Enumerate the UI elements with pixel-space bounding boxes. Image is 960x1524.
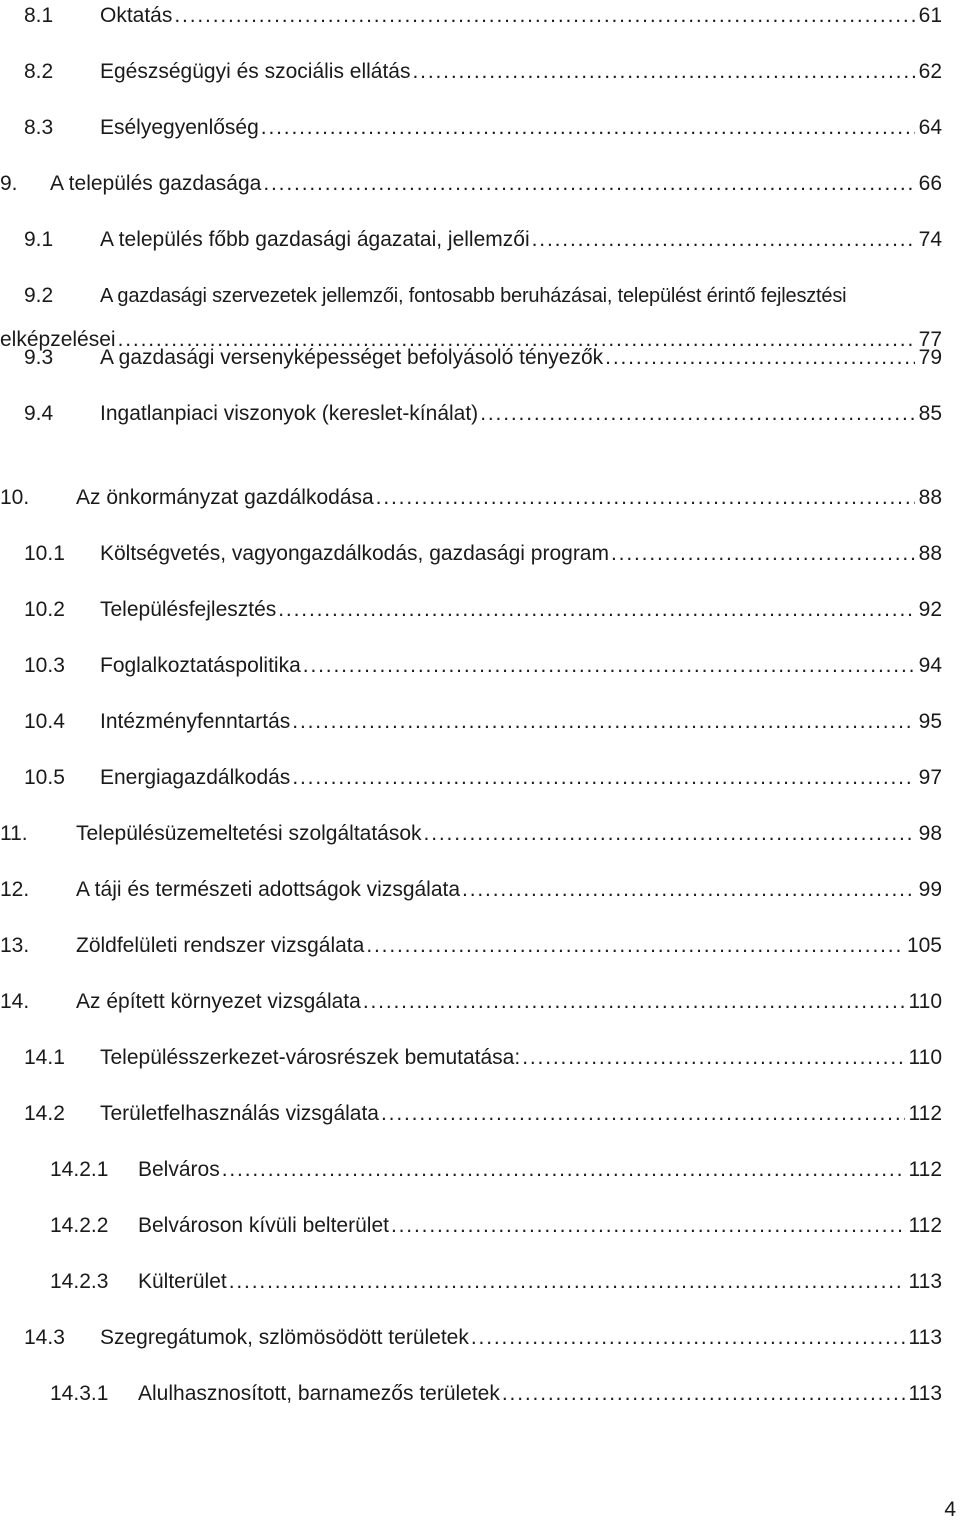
toc-leader-dots xyxy=(292,766,914,790)
toc-number: 10.1 xyxy=(24,542,65,565)
toc-leader-dots xyxy=(462,878,915,902)
toc-page-number: 98 xyxy=(918,822,942,845)
toc-title: A település főbb gazdasági ágazatai, jellemzői xyxy=(100,228,530,251)
page-number: 4 xyxy=(944,1498,956,1521)
toc-title: Szegregátumok, szlömösödött területek xyxy=(100,1326,469,1349)
toc-number: 14.2.1 xyxy=(50,1158,109,1181)
toc-title: Intézményfenntartás xyxy=(100,710,291,733)
toc-page-number: 66 xyxy=(918,172,942,195)
toc-page-number: 95 xyxy=(918,710,942,733)
toc-title: Belvároson kívüli belterület xyxy=(138,1214,389,1237)
toc-page-number: 94 xyxy=(918,654,942,677)
toc-page-number: 113 xyxy=(908,1270,942,1293)
toc-title: Foglalkoztatáspolitika xyxy=(100,654,301,677)
toc-title: A gazdasági szervezetek jellemzői, fontosabb beruházásai, települést érintő fejlesztési xyxy=(100,285,847,307)
toc-leader-dots xyxy=(261,116,915,140)
toc-number: 14.3.1 xyxy=(50,1382,109,1405)
toc-number: 10.5 xyxy=(24,766,65,789)
toc-leader-dots xyxy=(366,934,903,958)
toc-number: 10.3 xyxy=(24,654,65,677)
toc-number: 14. xyxy=(0,990,30,1013)
toc-number: 11. xyxy=(0,822,28,845)
toc-number: 9.4 xyxy=(24,402,54,425)
toc-leader-dots xyxy=(480,402,914,426)
toc-number: 8.3 xyxy=(24,116,54,139)
toc-leader-dots xyxy=(611,542,915,566)
toc-page-number: 62 xyxy=(918,60,942,83)
toc-page-number: 112 xyxy=(908,1158,942,1181)
toc-leader-dots xyxy=(381,1102,905,1126)
toc-number: 14.1 xyxy=(24,1046,65,1069)
toc-leader-dots xyxy=(391,1214,905,1238)
toc-number: 10. xyxy=(0,486,30,509)
toc-leader-dots xyxy=(605,346,914,370)
toc-page-number: 79 xyxy=(918,346,942,369)
toc-page-number: 74 xyxy=(918,228,942,251)
toc-page-number: 92 xyxy=(918,598,942,621)
toc-leader-dots xyxy=(502,1382,905,1406)
toc-title: Oktatás xyxy=(100,4,173,27)
toc-number: 14.3 xyxy=(24,1326,65,1349)
toc-title: Egészségügyi és szociális ellátás xyxy=(100,60,411,83)
toc-page-number: 99 xyxy=(918,878,942,901)
toc-page-number: 77 xyxy=(918,328,942,351)
toc-title: Zöldfelületi rendszer vizsgálata xyxy=(76,934,365,957)
toc-page-number: 113 xyxy=(908,1382,942,1405)
toc-title: Belváros xyxy=(138,1158,220,1181)
toc-leader-dots xyxy=(522,1046,904,1070)
toc-leader-dots xyxy=(413,60,915,84)
toc-page-number: 88 xyxy=(918,542,942,565)
toc-title: Településfejlesztés xyxy=(100,598,277,621)
toc-page-number: 112 xyxy=(908,1214,942,1237)
toc-page-number: 112 xyxy=(908,1102,942,1125)
toc-page-number: 61 xyxy=(918,4,942,27)
toc-title: Esélyegyenlőség xyxy=(100,116,259,139)
toc-title: Területfelhasználás vizsgálata xyxy=(100,1102,379,1125)
toc-leader-dots xyxy=(278,598,914,622)
toc-title: Költségvetés, vagyongazdálkodás, gazdasági program xyxy=(100,542,609,565)
toc-page-number: 110 xyxy=(908,1046,942,1069)
toc-number: 8.1 xyxy=(24,4,54,27)
toc-number: 14.2.2 xyxy=(50,1214,109,1237)
toc-leader-dots xyxy=(174,4,914,28)
toc-leader-dots xyxy=(471,1326,905,1350)
toc-title: A táji és természeti adottságok vizsgálata xyxy=(76,878,461,901)
toc-page-number: 85 xyxy=(918,402,942,425)
toc-title: Alulhasznosított, barnamezős területek xyxy=(138,1382,500,1405)
toc-title: Energiagazdálkodás xyxy=(100,766,291,789)
toc-page-number: 105 xyxy=(906,934,942,957)
toc-leader-dots xyxy=(222,1158,905,1182)
toc-page-number: 64 xyxy=(918,116,942,139)
toc-title: A település gazdasága xyxy=(50,172,262,195)
toc-number: 8.2 xyxy=(24,60,54,83)
toc-title: Ingatlanpiaci viszonyok (kereslet-kínálat) xyxy=(100,402,479,425)
toc-leader-dots xyxy=(424,822,915,846)
toc-leader-dots xyxy=(303,654,915,678)
toc-title: Külterület xyxy=(138,1270,227,1293)
toc-title: Az önkormányzat gazdálkodása xyxy=(76,486,374,509)
toc-title: Településüzemeltetési szolgáltatások xyxy=(76,822,422,845)
toc-title-continued: elképzelései xyxy=(0,328,116,351)
toc-number: 9.2 xyxy=(24,284,54,307)
toc-leader-dots xyxy=(263,172,914,196)
toc-leader-dots xyxy=(376,486,915,510)
toc-leader-dots xyxy=(532,228,915,252)
toc-title: A gazdasági versenyképességet befolyásoló tényezők xyxy=(100,346,604,369)
toc-number: 13. xyxy=(0,934,30,957)
toc-number: 12. xyxy=(0,878,30,901)
toc-leader-dots xyxy=(363,990,905,1014)
toc-number: 10.4 xyxy=(24,710,65,733)
toc-number: 14.2.3 xyxy=(50,1270,109,1293)
toc-number: 9.3 xyxy=(24,346,54,369)
toc-number: 9.1 xyxy=(24,228,54,251)
toc-number: 10.2 xyxy=(24,598,65,621)
toc-title: Az épített környezet vizsgálata xyxy=(76,990,361,1013)
toc-leader-dots xyxy=(229,1270,905,1294)
toc-leader-dots xyxy=(292,710,914,734)
toc-number: 14.2 xyxy=(24,1102,65,1125)
toc-page-number: 110 xyxy=(908,990,942,1013)
toc-number: 9. xyxy=(0,172,18,195)
toc-page-number: 88 xyxy=(918,486,942,509)
toc-page-number: 113 xyxy=(908,1326,942,1349)
toc-title: Településszerkezet-városrészek bemutatása: xyxy=(100,1046,521,1069)
toc-page-number: 97 xyxy=(918,766,942,789)
